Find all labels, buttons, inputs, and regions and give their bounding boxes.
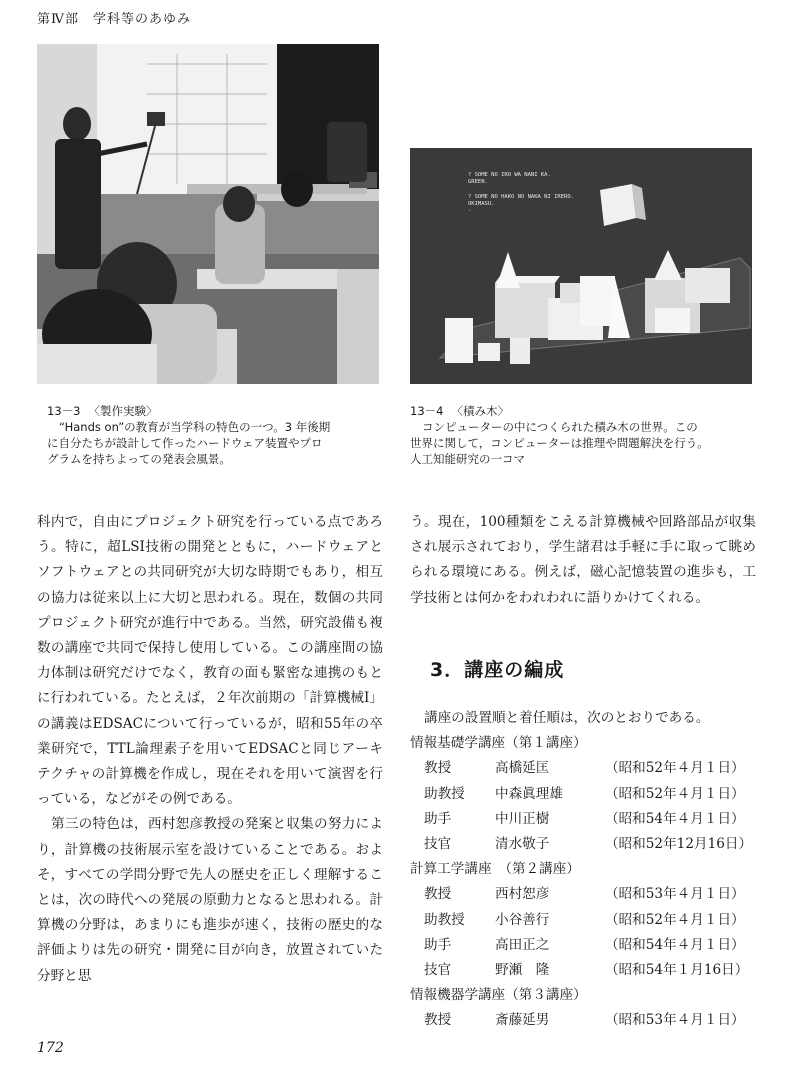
- staff-row: [410, 908, 756, 933]
- staff-role: 教授: [424, 886, 452, 903]
- staff-row: [410, 933, 756, 958]
- chair-organization: [410, 706, 756, 1034]
- staff-role: 技官: [424, 836, 452, 853]
- staff-date: （昭和53年４月１日）: [605, 1012, 745, 1029]
- staff-role: 教授: [424, 760, 452, 777]
- staff-row: [410, 756, 756, 781]
- staff-date: （昭和53年４月１日）: [605, 886, 745, 903]
- staff-row: [410, 807, 756, 832]
- staff-role: 助教授: [424, 911, 465, 928]
- screen-text-line-1: ? SOME NO IRO WA NANI KA.: [468, 172, 551, 178]
- staff-role: 助手: [424, 936, 452, 953]
- caption-line: グラムを持ちよっての発表会風景。: [47, 452, 231, 466]
- caption-line: “Hands on”の教育が当学科の特色の一つ。3 年後期: [59, 420, 331, 434]
- body-paragraph: う。現在，100種類をこえる計算機械や回路部品が収集され展示されており，学生諸君は手軽に手に取って眺められる環境にある。例えば，磁心記憶装置の進歩も，工学技術とは何かをわれわれに語りかけてくれる。: [410, 514, 756, 606]
- staff-name: 小谷善行: [495, 911, 550, 928]
- staff-date: （昭和54年４月１日）: [605, 810, 745, 827]
- screen-text-line-2: GREEN.: [468, 179, 488, 185]
- chair-name: 情報基礎学講座（第１講座）: [410, 735, 587, 752]
- staff-date: （昭和52年４月１日）: [605, 911, 745, 928]
- running-header: 第Ⅳ部 学科等のあゆみ: [37, 12, 191, 27]
- caption-number: 13－4: [410, 404, 444, 418]
- caption-13-3: [47, 403, 377, 467]
- photo-block-world-screen: [410, 148, 752, 384]
- section-heading: 3．講座の編成: [430, 659, 565, 681]
- staff-name: 中森眞理雄: [495, 785, 563, 802]
- staff-role: 教授: [424, 1012, 452, 1029]
- caption-line: に自分たちが設計して作ったハードウェア装置やプロ: [47, 436, 323, 450]
- body-paragraph: 科内で，自由にプロジェクト研究を行っている点であろう。特に，超LSI技術の開発とともに，ハードウェアとソフトウェアとの共同研究が大切な時期でもあり，相互の協力は従来以上に大切と思われる。現在，数個の共同プロジェクト研究が進行中である。当然，研究設備も複数の講座で共同で保持し使用している。この講座間の協力体制は研究だけでなく，教育の面も緊密な連携のもとに行われている。たとえば，２年次前期の「計算機械Ⅰ」の講義はEDSACについて行っているが，昭和55年の卒業研究で，TTL論理素子を用いてEDSACと同じアーキテクチャの計算機を作成し，現在それを用いて演習を行っている，などがその例である。: [37, 514, 383, 808]
- staff-role: 助教授: [424, 785, 465, 802]
- classroom-photo-illustration: [37, 44, 379, 384]
- staff-name: 西村恕彦: [495, 886, 550, 903]
- screen-text-line-3: ? SOME NO HAKO NO NAKA NI IRERO.: [468, 194, 574, 200]
- staff-name: 清水敬子: [495, 836, 550, 853]
- staff-date: （昭和52年12月16日）: [605, 836, 753, 853]
- staff-name: 野瀬 隆: [495, 962, 550, 979]
- photo-hands-on-presentation: [37, 44, 379, 384]
- section-intro: 講座の設置順と着任順は，次のとおりである。: [424, 710, 710, 726]
- staff-row: [410, 1008, 756, 1033]
- right-column-text: [410, 510, 756, 611]
- caption-line: コンピューターの中につくられた積み木の世界。この: [422, 420, 698, 434]
- staff-name: 高田正之: [495, 936, 550, 953]
- left-column: [37, 510, 383, 989]
- caption-title: 〈製作実験〉: [88, 404, 158, 418]
- block-world-illustration: [410, 148, 752, 384]
- caption-line: 人工知能研究の一コマ: [410, 452, 525, 466]
- page-number: 172: [37, 1040, 64, 1056]
- caption-title: 〈積み木〉: [451, 404, 509, 418]
- staff-date: （昭和54年４月１日）: [605, 936, 745, 953]
- caption-number: 13－3: [47, 404, 81, 418]
- screen-text-line-4: OKIMASU.: [468, 201, 495, 207]
- staff-name: 斎藤延男: [495, 1012, 550, 1029]
- staff-role: 技官: [424, 962, 452, 979]
- caption-line: 世界に関して，コンピューターは推理や問題解決を行う。: [410, 436, 709, 450]
- staff-name: 中川正樹: [495, 810, 550, 827]
- staff-row: [410, 958, 756, 983]
- staff-row: [410, 782, 756, 807]
- body-paragraph: 第三の特色は，西村恕彦教授の発案と収集の努力により，計算機の技術展示室を設けていることである。およそ，すべての学問分野で先人の歴史を正しく理解することは，次の時代への発展の原動力となると思われる。計算機の分野は，あまりにも進歩が速く，技術の歴史的な評価よりは先の研究・開発に目が向き，放置されていた分野と思: [37, 816, 383, 984]
- svg-text:-: -: [468, 208, 472, 214]
- chair-name: 計算工学講座 （第２講座）: [410, 861, 580, 878]
- staff-row: [410, 882, 756, 907]
- caption-13-4: [410, 403, 755, 467]
- staff-row: [410, 832, 756, 857]
- chair-name: 情報機器学講座（第３講座）: [410, 987, 587, 1004]
- staff-date: （昭和54年１月16日）: [605, 962, 749, 979]
- staff-date: （昭和52年４月１日）: [605, 785, 745, 802]
- staff-role: 助手: [424, 810, 452, 827]
- staff-date: （昭和52年４月１日）: [605, 760, 745, 777]
- staff-name: 高橋延匡: [495, 760, 550, 777]
